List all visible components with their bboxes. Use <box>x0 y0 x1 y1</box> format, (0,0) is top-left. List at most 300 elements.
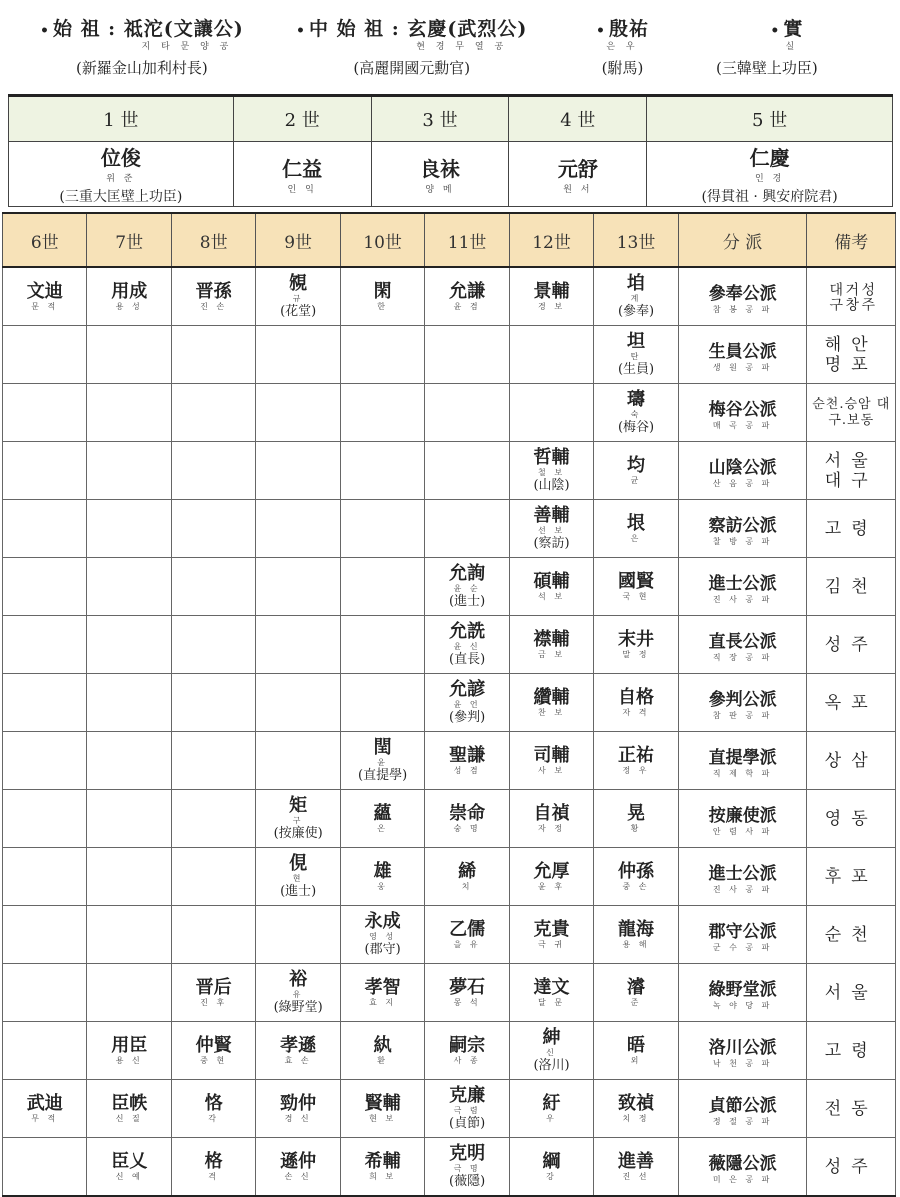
branch-reading: 산 음 공 파 <box>712 478 773 488</box>
column-header: 8世 <box>171 213 255 267</box>
generation-cell <box>87 326 171 384</box>
generation-cell <box>340 1138 424 1197</box>
branch-reading: 직 장 공 파 <box>712 652 773 662</box>
person-reading: 탄 <box>630 351 642 361</box>
generation-cell <box>3 848 87 906</box>
generation-cell <box>340 267 424 326</box>
person-name: 恪 <box>204 1092 223 1114</box>
gen-person <box>371 142 509 207</box>
bullet: • <box>40 23 50 39</box>
generation-cell <box>256 442 340 500</box>
person-name: 司輔 <box>533 744 570 766</box>
generation-cell <box>340 732 424 790</box>
person-name: 自禎 <box>533 802 570 824</box>
branch-reading: 녹 야 당 파 <box>712 1000 773 1010</box>
remark-cell <box>807 384 896 442</box>
founder-title: (高麗開國元勳官) <box>353 59 471 77</box>
person-name: 璹 <box>627 388 646 410</box>
bullet: • <box>770 23 781 39</box>
generation-cell <box>594 616 678 674</box>
person-name: 武迪 <box>26 1092 63 1114</box>
person-name: 克明 <box>449 1142 486 1164</box>
founder-name: 殷祐 <box>608 18 649 40</box>
generation-cell <box>3 267 87 326</box>
generation-cell <box>87 384 171 442</box>
person-name: 均 <box>627 454 646 476</box>
remark-text: 순천.승암 대구.보동 <box>812 396 891 428</box>
gen-header: 1 世 <box>9 96 234 142</box>
branch-cell <box>678 732 807 790</box>
branch-cell <box>678 1022 807 1080</box>
person-reading: 인 경 <box>755 174 785 184</box>
branch-name: 按廉使派 <box>708 805 777 826</box>
person-reading: 유 <box>292 989 304 999</box>
person-name: 勁仲 <box>280 1092 317 1114</box>
person-name: 垠 <box>627 512 646 534</box>
person-note: (察訪) <box>533 535 570 551</box>
gen-header: 4 世 <box>509 96 647 142</box>
remark-cell <box>807 848 896 906</box>
person-name: 晤 <box>627 1034 646 1056</box>
generation-cell <box>509 906 593 964</box>
person-reading: 은 <box>630 533 642 543</box>
person-name: 仁慶 <box>749 146 790 170</box>
person-reading: 신 예 <box>115 1171 143 1181</box>
remark-cell <box>807 558 896 616</box>
generation-cell <box>509 1080 593 1138</box>
generation-cell <box>256 558 340 616</box>
person-note: (三重大匡壁上功臣) <box>59 189 183 205</box>
branch-reading: 진 사 공 파 <box>712 594 773 604</box>
remark-text: 상삼 <box>824 750 878 771</box>
generation-cell <box>594 674 678 732</box>
branch-cell <box>678 1138 807 1197</box>
person-reading: 우 <box>546 1113 557 1123</box>
person-name: 克貴 <box>533 918 570 940</box>
column-header: 9世 <box>256 213 340 267</box>
generation-cell <box>425 1138 509 1197</box>
person-name: 末井 <box>618 628 655 650</box>
person-name: 景輔 <box>533 280 570 302</box>
table-row <box>3 964 896 1022</box>
person-reading: 극 명 <box>453 1163 481 1173</box>
person-name: 文迪 <box>26 280 63 302</box>
generation-cell <box>171 906 255 964</box>
generation-cell <box>256 674 340 732</box>
person-reading: 웅 <box>377 881 388 891</box>
column-header: 13世 <box>594 213 678 267</box>
generation-cell <box>87 1138 171 1197</box>
generation-cell <box>594 500 678 558</box>
generation-cell <box>3 616 87 674</box>
person-note: (梅谷) <box>617 419 655 435</box>
table-row <box>3 790 896 848</box>
generation-cell <box>594 1138 678 1197</box>
generation-cell <box>87 442 171 500</box>
generation-cell <box>256 790 340 848</box>
generation-cell <box>425 558 509 616</box>
branch-name: 洛川公派 <box>708 1037 777 1058</box>
table-row <box>3 442 896 500</box>
generation-cell <box>256 1138 340 1197</box>
person-reading: 자 정 <box>538 823 566 833</box>
generation-cell <box>509 1138 593 1197</box>
generation-cell <box>256 384 340 442</box>
generation-cell <box>340 964 424 1022</box>
branch-name: 山陰公派 <box>708 457 777 478</box>
branch-reading: 미 은 공 파 <box>712 1174 773 1184</box>
person-name: 紆 <box>542 1092 561 1114</box>
person-name: 夢石 <box>449 976 486 998</box>
person-name: 良祙 <box>420 157 460 181</box>
generation-cell <box>509 1022 593 1080</box>
generation-cell <box>594 442 678 500</box>
table-row <box>3 326 896 384</box>
table-header-row <box>3 213 896 267</box>
person-reading: 용 해 <box>622 939 650 949</box>
generation-cell <box>340 674 424 732</box>
branch-name: 薇隱公派 <box>708 1153 777 1174</box>
person-reading: 용 신 <box>115 1055 143 1065</box>
founder-reading: 지 타 문 양 공 <box>141 42 233 52</box>
branch-name: 生員公派 <box>708 341 777 362</box>
remark-text: 전동 <box>824 1098 878 1119</box>
branch-cell <box>678 848 807 906</box>
generation-cell <box>3 964 87 1022</box>
person-reading: 치 <box>461 881 473 891</box>
generation-cell <box>594 558 678 616</box>
generation-cell <box>3 384 87 442</box>
column-header: 10世 <box>340 213 424 267</box>
person-name: 孝智 <box>364 976 401 998</box>
column-header: 備考 <box>807 213 896 267</box>
person-name: 達文 <box>533 976 570 998</box>
bullet: • <box>596 23 606 39</box>
branch-name: 進士公派 <box>708 863 777 884</box>
remark-text: 서울 대구 <box>824 450 878 491</box>
person-reading: 현 보 <box>369 1113 397 1123</box>
generation-cell <box>509 790 593 848</box>
generation-cell <box>594 964 678 1022</box>
person-reading: 경 보 <box>538 301 566 311</box>
generation-cell <box>171 964 255 1022</box>
person-name: 遜仲 <box>280 1150 317 1172</box>
person-reading: 무 적 <box>31 1113 59 1123</box>
table-row <box>3 848 896 906</box>
branch-name: 進士公派 <box>708 573 777 594</box>
generation-cell <box>87 790 171 848</box>
founder-reading: 현 경 무 열 공 <box>416 42 508 52</box>
branch-name: 郡守公派 <box>708 921 777 942</box>
person-reading: 원 서 <box>563 185 593 195</box>
generation-cell <box>171 848 255 906</box>
person-note: (按廉使) <box>273 825 323 841</box>
person-note: (生員) <box>617 361 655 377</box>
branch-cell <box>678 500 807 558</box>
generation-cell <box>425 964 509 1022</box>
generation-cell <box>171 1080 255 1138</box>
person-reading: 신 질 <box>115 1113 143 1123</box>
person-reading: 균 <box>630 475 642 485</box>
generation-cell <box>509 500 593 558</box>
person-reading: 신 <box>546 1047 557 1057</box>
founder-reading: 은 우 <box>606 42 639 52</box>
person-name: 濬 <box>627 976 646 998</box>
person-name: 紈 <box>373 1034 392 1056</box>
generation-cell <box>3 1138 87 1197</box>
generation-cell <box>3 500 87 558</box>
person-reading: 용 성 <box>115 301 143 311</box>
person-reading: 극 귀 <box>538 939 566 949</box>
remark-text: 영동 <box>824 808 878 829</box>
person-reading: 말 정 <box>622 649 650 659</box>
table-row <box>3 267 896 326</box>
person-name: 聖謙 <box>449 744 486 766</box>
person-reading: 온 <box>377 823 388 833</box>
remark-cell <box>807 906 896 964</box>
person-reading: 철 보 <box>538 467 566 477</box>
generation-cell <box>171 384 255 442</box>
genealogy-table <box>2 212 896 1197</box>
gen-person <box>9 142 234 207</box>
branch-cell <box>678 964 807 1022</box>
generation-cell <box>256 616 340 674</box>
branch-reading: 매 곡 공 파 <box>712 420 773 430</box>
person-reading: 각 <box>208 1113 220 1123</box>
early-generations-header <box>9 96 893 142</box>
person-name: 晋后 <box>195 976 232 998</box>
generation-cell <box>340 1022 424 1080</box>
generation-cell <box>340 616 424 674</box>
branch-reading: 진 사 공 파 <box>712 884 773 894</box>
generation-cell <box>87 906 171 964</box>
generation-cell <box>594 906 678 964</box>
founder-middle-progenitor <box>296 14 527 78</box>
generation-cell <box>87 848 171 906</box>
generation-cell <box>256 326 340 384</box>
branch-reading: 군 수 공 파 <box>712 942 773 952</box>
person-note: (薇隱) <box>449 1173 486 1189</box>
person-reading: 윤 언 <box>453 699 481 709</box>
person-reading: 극 렴 <box>453 1105 481 1115</box>
branch-reading: 안 렴 사 파 <box>712 826 773 836</box>
generation-cell <box>256 1022 340 1080</box>
remark-cell <box>807 500 896 558</box>
person-note: (直長) <box>449 651 486 667</box>
generation-cell <box>509 384 593 442</box>
person-name: 碩輔 <box>533 570 570 592</box>
person-name: 允詢 <box>449 562 486 584</box>
generation-cell <box>340 848 424 906</box>
generation-cell <box>509 442 593 500</box>
person-reading: 찬 보 <box>538 707 566 717</box>
branch-reading: 직 제 학 파 <box>712 768 773 778</box>
person-reading: 구 <box>292 815 304 825</box>
branch-cell <box>678 906 807 964</box>
person-name: 矩 <box>289 794 308 816</box>
person-reading: 강 <box>546 1171 557 1181</box>
generation-cell <box>3 1080 87 1138</box>
column-header: 12世 <box>509 213 593 267</box>
person-reading: 중 손 <box>622 881 650 891</box>
branch-cell <box>678 442 807 500</box>
remark-text: 옥포 <box>824 692 878 713</box>
generation-cell <box>340 326 424 384</box>
person-reading: 환 <box>377 1055 388 1065</box>
generation-cell <box>594 384 678 442</box>
remark-text: 서울 <box>824 982 878 1003</box>
generation-cell <box>509 964 593 1022</box>
person-name: 龍海 <box>618 918 655 940</box>
branch-cell <box>678 558 807 616</box>
table-row <box>3 1022 896 1080</box>
generation-cell <box>594 326 678 384</box>
remark-text: 순천 <box>824 924 878 945</box>
generation-cell <box>425 732 509 790</box>
person-name: 臣乂 <box>111 1150 148 1172</box>
generation-cell <box>171 267 255 326</box>
person-name: 纘輔 <box>533 686 570 708</box>
person-name: 晃 <box>627 802 646 824</box>
founder-name: 始 祖 : 祗沱(文讓公) <box>52 18 244 40</box>
founder-eunwoo <box>596 14 649 78</box>
person-reading: 희 보 <box>369 1171 397 1181</box>
generation-cell <box>509 558 593 616</box>
person-name: 賢輔 <box>364 1092 401 1114</box>
person-name: 國賢 <box>618 570 655 592</box>
table-row <box>3 732 896 790</box>
person-name: 正祐 <box>618 744 655 766</box>
remark-text: 고령 <box>824 518 878 539</box>
column-header: 分 派 <box>678 213 807 267</box>
branch-cell <box>678 1080 807 1138</box>
gen-person <box>233 142 371 207</box>
person-reading: 효 지 <box>369 997 397 1007</box>
generation-cell <box>256 1080 340 1138</box>
person-reading: 윤 신 <box>453 641 481 651</box>
person-note: (得貫祖 · 興安府院君) <box>701 189 838 205</box>
column-header: 7世 <box>87 213 171 267</box>
branch-cell <box>678 326 807 384</box>
remark-text: 성주 거창 대구 <box>827 281 876 312</box>
person-note: (洛川) <box>533 1057 570 1073</box>
person-reading: 효 손 <box>284 1055 312 1065</box>
generation-cell <box>425 442 509 500</box>
person-name: 仲賢 <box>195 1034 232 1056</box>
branch-name: 貞節公派 <box>708 1095 777 1116</box>
generation-cell <box>425 326 509 384</box>
person-name: 仲孫 <box>618 860 655 882</box>
person-name: 裕 <box>289 968 308 990</box>
generation-cell <box>171 1022 255 1080</box>
person-reading: 문 적 <box>31 301 59 311</box>
person-name: 垍 <box>627 272 646 294</box>
generation-cell <box>425 267 509 326</box>
person-name: 晋孫 <box>195 280 232 302</box>
person-name: 允謙 <box>449 280 486 302</box>
branch-reading: 참 판 공 파 <box>712 710 773 720</box>
generation-cell <box>256 848 340 906</box>
generation-cell <box>425 848 509 906</box>
person-name: 善輔 <box>533 504 570 526</box>
person-reading: 인 익 <box>287 185 317 195</box>
person-note: (花堂) <box>280 303 317 319</box>
generation-cell <box>425 616 509 674</box>
remark-text: 성주 <box>824 1156 878 1177</box>
gen-header: 3 世 <box>371 96 509 142</box>
generation-cell <box>87 616 171 674</box>
person-reading: 사 종 <box>453 1055 481 1065</box>
person-reading: 성 겸 <box>453 765 481 775</box>
column-header: 6世 <box>3 213 87 267</box>
remark-text: 해안 명포 <box>824 334 878 375</box>
person-note: (郡守) <box>364 941 401 957</box>
generation-cell <box>594 1022 678 1080</box>
table-row <box>3 384 896 442</box>
generation-cell <box>87 1022 171 1080</box>
remark-cell <box>807 326 896 384</box>
person-reading: 윤 순 <box>453 583 481 593</box>
person-name: 覙 <box>289 272 308 294</box>
founder-reading: 실 <box>785 42 799 52</box>
generation-cell <box>594 732 678 790</box>
person-note: (山陰) <box>533 477 570 493</box>
table-row <box>3 674 896 732</box>
generation-cell <box>425 500 509 558</box>
generation-cell <box>509 732 593 790</box>
gen-person <box>647 142 893 207</box>
generation-cell <box>594 1080 678 1138</box>
generation-cell <box>256 732 340 790</box>
person-name: 雄 <box>373 860 392 882</box>
generation-cell <box>256 964 340 1022</box>
person-reading: 한 <box>377 301 388 311</box>
generation-cell <box>340 790 424 848</box>
early-generations-table <box>8 94 893 207</box>
person-reading: 진 선 <box>622 1171 650 1181</box>
person-reading: 사 보 <box>538 765 566 775</box>
person-reading: 을 유 <box>453 939 481 949</box>
person-reading: 국 현 <box>622 591 650 601</box>
remark-cell <box>807 674 896 732</box>
person-name: 臣帙 <box>111 1092 148 1114</box>
generation-cell <box>171 616 255 674</box>
founder-sil <box>716 14 818 78</box>
person-name: 絺 <box>458 860 477 882</box>
person-name: 進善 <box>618 1150 655 1172</box>
generation-cell <box>3 790 87 848</box>
generation-cell <box>425 384 509 442</box>
person-name: 允厚 <box>533 860 570 882</box>
person-reading: 몽 석 <box>453 997 481 1007</box>
founder-title: (駙馬) <box>601 59 644 77</box>
person-name: 閑 <box>373 280 392 302</box>
remark-cell <box>807 790 896 848</box>
person-note: (貞節) <box>449 1115 486 1131</box>
generation-cell <box>171 790 255 848</box>
remark-cell <box>807 964 896 1022</box>
generation-cell <box>87 500 171 558</box>
founders-row <box>0 0 900 90</box>
person-reading: 금 보 <box>538 649 566 659</box>
person-note: (直提學) <box>358 767 408 783</box>
generation-cell <box>87 674 171 732</box>
generation-cell <box>3 674 87 732</box>
founder-name: 中 始 祖 : 玄慶(武烈公) <box>308 18 528 40</box>
person-reading: 손 신 <box>284 1171 312 1181</box>
person-reading: 양 메 <box>425 185 455 195</box>
person-name: 襟輔 <box>533 628 570 650</box>
